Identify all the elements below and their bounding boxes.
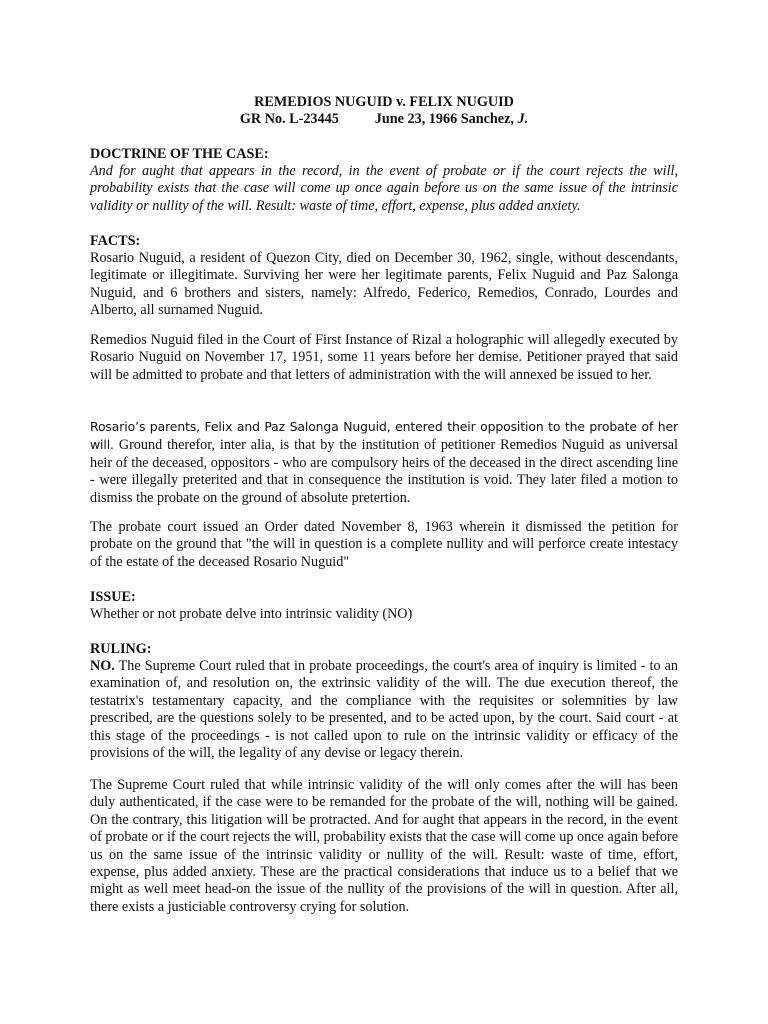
facts-paragraph-3-first-line: Rosario’s parents, Felix and Paz Salonga Nuguid, entered their opposition to the probate of her will. bbox=[90, 419, 678, 453]
decision-date: June 23, 1966 bbox=[374, 111, 458, 127]
ponente-suffix: J. bbox=[517, 111, 529, 127]
ruling-heading: RULING: bbox=[90, 641, 152, 657]
facts-paragraph-3-rest: Ground therefor, inter alia, is that by the institution of petitioner Remedios Nuguid as universal heir of the deceased, oppositors - who are compulsory heirs of the deceased in the direct ascending line - were illegally preterited and that in consequence the institution is void. They later filed a motion to dismiss the probate on the ground of absolute pretertion. bbox=[90, 437, 678, 506]
ruling-answer: NO. bbox=[90, 658, 115, 674]
doctrine-text: And for aught that appears in the record, in the event of probate or if the court rejects the will, probability exists that the case will come up once again before us on the same issue of the intrinsic validity or nullity of the will. Result: waste of time, effort, expense, plus added anxiety. bbox=[90, 163, 678, 214]
gr-number: GR No. L-23445 bbox=[239, 111, 339, 127]
case-citation bbox=[90, 111, 678, 128]
doctrine-heading: DOCTRINE OF THE CASE: bbox=[90, 146, 269, 162]
case-title: REMEDIOS NUGUID v. FELIX NUGUID bbox=[254, 94, 514, 110]
ruling-paragraph-2: The Supreme Court ruled that while intrinsic validity of the will only comes after the will has been duly authenticated, if the case were to be remanded for the probate of the will, nothing will be gained. On the contrary, this litigation will be protracted. And for aught that appears in the record, in the event of probate or if the court rejects the will, probability exists that the case will come up once again before us on the same issue of the intrinsic validity or nullity of the will. Result: waste of time, effort, expense, plus added anxiety. These are the practical considerations that induce us to a belief that we might as well meet head-on the issue of the nullity of the provisions of the will in question. After all, there exists a justiciable controversy crying for solution. bbox=[90, 777, 678, 915]
issue-heading: ISSUE: bbox=[90, 589, 136, 605]
ruling-paragraph-1 bbox=[90, 658, 678, 762]
facts-paragraph-4: The probate court issued an Order dated November 8, 1963 wherein it dismissed the petition for probate on the ground that "the will in question is a complete nullity and will perforce create intestacy of the estate of the deceased Rosario Nuguid" bbox=[90, 519, 678, 570]
ponente: Sanchez, bbox=[460, 111, 514, 127]
facts-heading: FACTS: bbox=[90, 233, 141, 249]
facts-paragraph-2: Remedios Nuguid filed in the Court of First Instance of Rizal a holographic will allegedly executed by Rosario Nuguid on November 17, 1951, some 11 years before her demise. Petitioner prayed that said will be admitted to probate and that letters of administration with the will annexed be issued to her. bbox=[90, 332, 678, 383]
ruling-paragraph-1-text: The Supreme Court ruled that in probate proceedings, the court's area of inquiry is limited - to an examination of, and resolution on, the extrinsic validity of the will. The due execution thereof, the testatrix's testamentary capacity, and the compliance with the requisites or solemnities by law prescribed, are the questions solely to be presented, and to be acted upon, by the court. Said court - at this stage of the proceedings - is not called upon to rule on the intrinsic validity or efficacy of the provisions of the will, the legality of any devise or legacy therein. bbox=[90, 658, 678, 762]
issue-text: Whether or not probate delve into intrinsic validity (NO) bbox=[90, 606, 413, 622]
facts-paragraph-3 bbox=[90, 418, 678, 507]
facts-paragraph-1: Rosario Nuguid, a resident of Quezon City, died on December 30, 1962, single, without descendants, legitimate or illegitimate. Surviving her were her legitimate parents, Felix Nuguid and Paz Salonga Nuguid, and 6 brothers and sisters, namely: Alfredo, Federico, Remedios, Conrado, Lourdes and Alberto, all surnamed Nuguid. bbox=[90, 250, 678, 319]
